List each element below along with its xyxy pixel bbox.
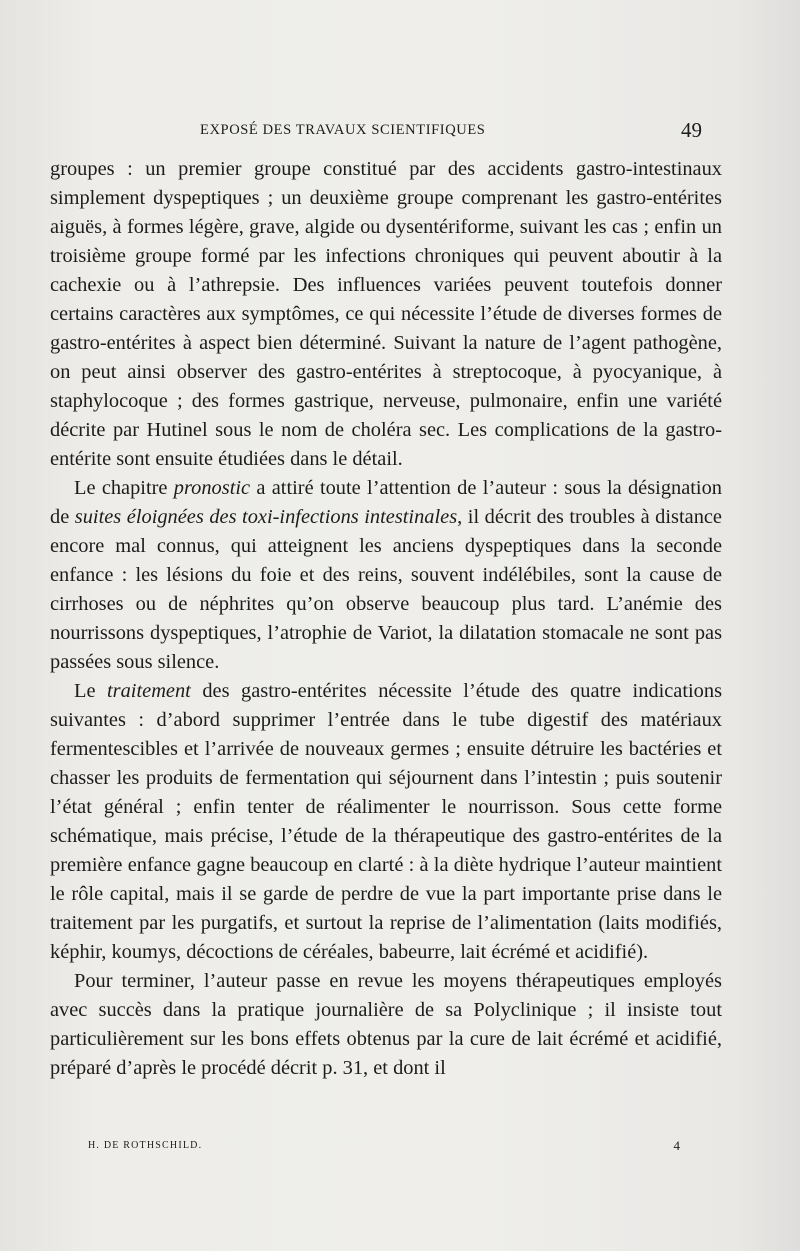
italic-term: pronostic [173,477,251,499]
paragraph [50,967,722,1083]
italic-term: traitement [107,680,191,702]
paragraph [50,474,722,677]
signature-mark: 4 [673,1138,680,1153]
text-run: Le chapitre [74,477,174,499]
page-header [50,120,700,144]
signature: H. DE ROTHSCHILD. [88,1140,203,1151]
text-run: a attiré toute l’attention de l’auteur : sous la désignation de [50,477,722,528]
running-title: EXPOSÉ DES TRAVAUX SCIENTIFIQUES [200,122,486,138]
text-run: des gastro-entérites nécessite l’étude des quatre indications suivantes : d’abord supprimer l’entrée dans le tube digestif des matériaux fermentescibles et l’arrivée de nouveaux germes ; ensuite détruire les bactéries et chasser les produits de fermentation qui séjournent dans l’intestin ; puis soutenir l’état général ; enfin tenter de réalimenter le nourrisson. Sous cette forme schématique, mais précise, l’étude de la thérapeutique des gastro-entérites de la première enfance gagne beaucoup en clarté : à la diète hydrique l’auteur maintient le rôle capital, mais il se garde de perdre de vue la part importante prise dans le traitement par les purgatifs, et surtout la reprise de l’alimentation (laits modifiés, képhir, koumys, décoctions de céréales, babeurre, lait écrémé et acidifié). [50,680,723,963]
page-footer [88,1140,680,1160]
body-text [50,155,722,1083]
paragraph [50,155,722,474]
text-run: , il décrit des troubles à distance encore mal connus, qui atteignent les anciens dyspeptiques dans la seconde enfance : les lésions du foie et des reins, souvent indélébiles, sont la cause de cirrhoses ou de néphrites qu’on observe beaucoup plus tard. L’anémie des nourrissons dyspeptiques, l’atrophie de Variot, la dilatation stomacale ne sont pas passées sous silence. [50,506,722,673]
page-number: 49 [681,118,702,142]
italic-term: suites éloignées des toxi-infections intestinales [74,506,458,528]
text-run: Pour terminer, l’auteur passe en revue les moyens thérapeutiques employés avec succès dans la pratique journalière de sa Polyclinique ; il insiste tout particulièrement sur les bons effets obtenus par la cure de lait écrémé et acidifié, préparé d’après le procédé décrit p. 31, et dont il [50,970,722,1079]
text-run: groupes : un premier groupe constitué par des accidents gastro-intestinaux simplement dyspeptiques ; un deuxième groupe comprenant les gastro-entérites aiguës, à formes légère, grave, algide ou dysentériforme, suivant les cas ; enfin un troisième groupe formé par les infections chroniques qui peuvent aboutir à la cachexie ou à l’athrepsie. Des influences variées peuvent toutefois donner certains caractères aux symptômes, ce qui nécessite l’étude de diverses formes de gastro-entérites à aspect bien déterminé. Suivant la nature de l’agent pathogène, on peut ainsi observer des gastro-entérites à streptocoque, à pyocyanique, à staphylocoque ; des formes gastrique, nerveuse, pulmonaire, enfin une variété décrite par Hutinel sous le nom de choléra sec. Les complications de la gastro-entérite sont ensuite étudiées dans le détail. [50,158,722,470]
text-run: Le [74,680,108,702]
paragraph [50,677,722,967]
